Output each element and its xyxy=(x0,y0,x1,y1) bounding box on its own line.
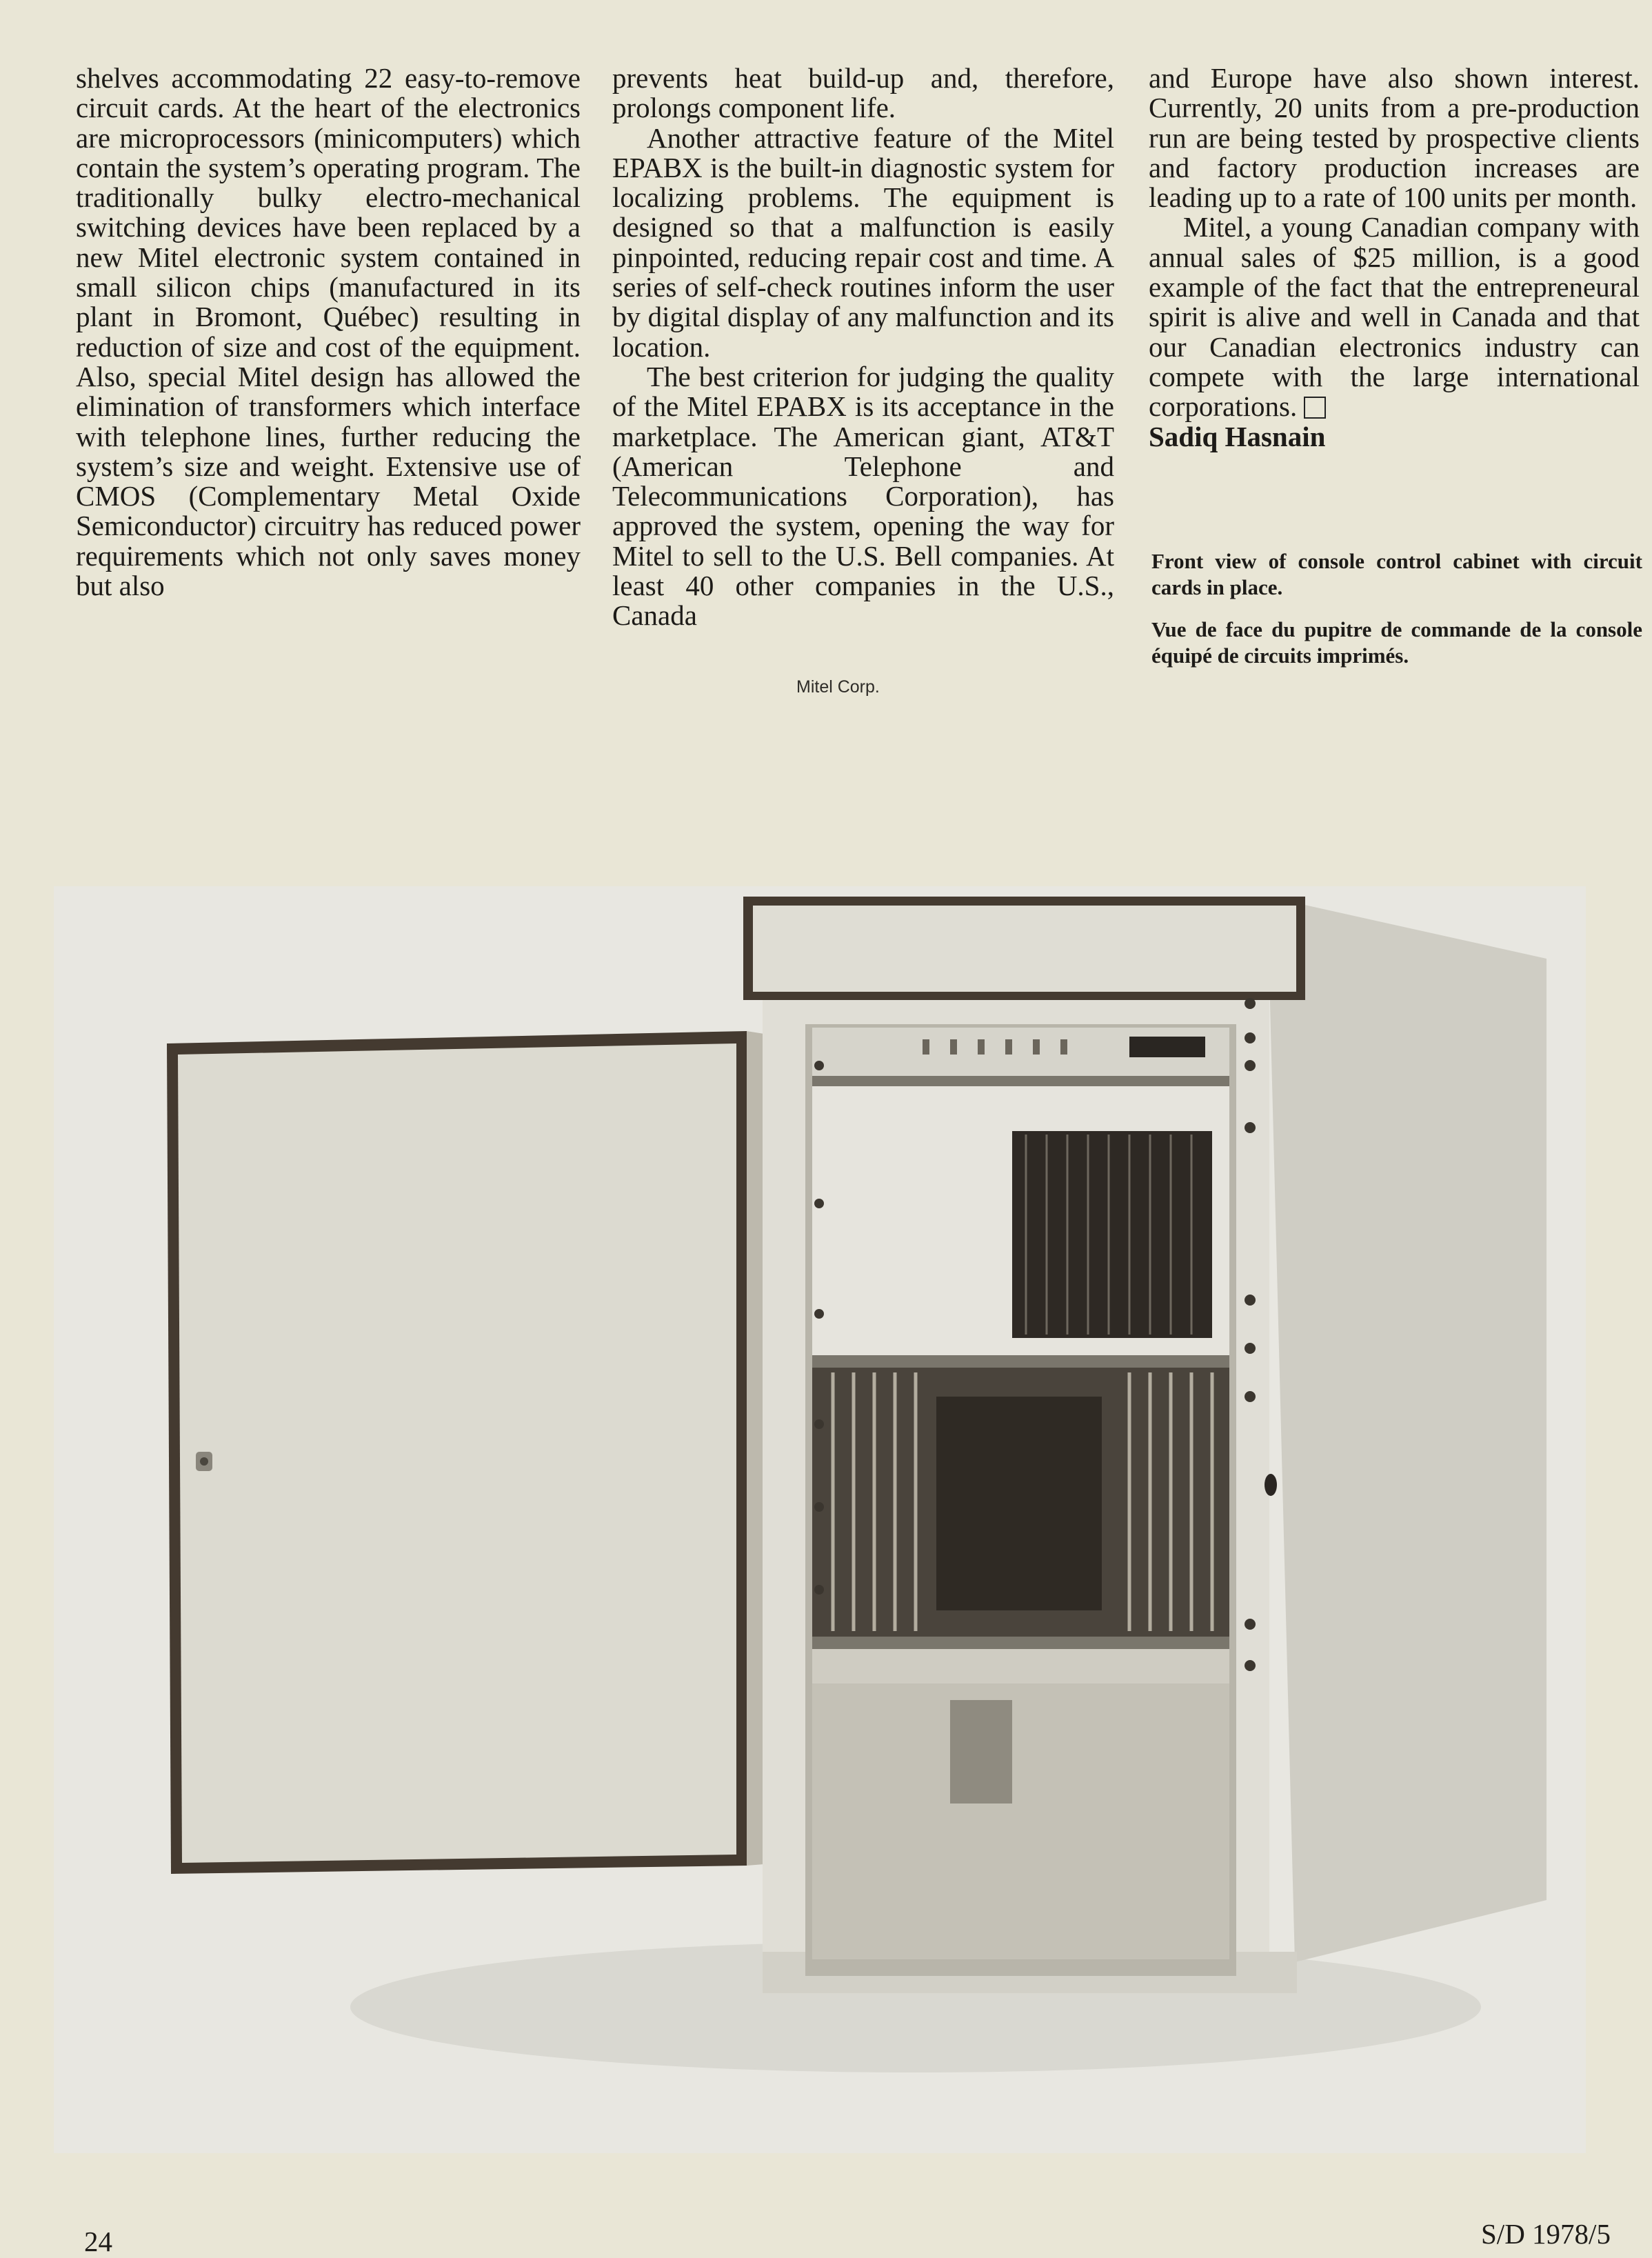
photo-credit: Mitel Corp. xyxy=(796,677,880,697)
digital-display xyxy=(1129,1037,1205,1057)
door-edge xyxy=(747,1031,764,1866)
cabinet-photo xyxy=(54,886,1586,2153)
lower-shelf-connectors xyxy=(812,1649,1229,1683)
end-of-article-square-icon xyxy=(1304,397,1326,419)
col2-paragraph-1: prevents heat build-up and, therefore, prolongs component life. xyxy=(612,62,1114,124)
text-column-3 xyxy=(1149,63,1640,452)
text-column-1 xyxy=(76,63,581,601)
door-panel xyxy=(178,1043,736,1863)
cabinet-side-panel xyxy=(1267,897,1547,1962)
middle-shelf-rail xyxy=(812,1355,1229,1368)
issue-label: S/D 1978/5 xyxy=(1481,2218,1611,2250)
lower-empty-bay xyxy=(812,1683,1229,1959)
col3-paragraph-2 xyxy=(1149,212,1640,421)
author-byline: Sadiq Hasnain xyxy=(1149,420,1326,452)
lower-bay-post xyxy=(950,1700,1012,1804)
lower-shelf-rail xyxy=(812,1637,1229,1649)
cabinet-illustration xyxy=(54,886,1586,2153)
photo-caption-french: Vue de face du pupitre de commande de la console équipé de circuits imprimés. xyxy=(1151,617,1642,668)
col3-paragraph-1: and Europe have also shown interest. Currently, 20 units from a pre-production run are being tested by prospective clients and factory production increases are leading up to a rate of 100 units per month. xyxy=(1149,62,1640,214)
page-number: 24 xyxy=(84,2226,112,2257)
center-circuit-board xyxy=(936,1397,1102,1610)
upper-circuit-cards xyxy=(1012,1131,1212,1338)
upper-shelf-rail xyxy=(812,1076,1229,1086)
cabinet-lock-icon xyxy=(1265,1474,1277,1496)
top-strip-panel xyxy=(753,906,1296,992)
door-lock-icon xyxy=(196,1452,212,1471)
photo-caption-english: Front view of console control cabinet with circuit cards in place. xyxy=(1151,549,1642,599)
text-column-2 xyxy=(612,63,1114,631)
col2-paragraph-3: The best criterion for judging the quality of the Mitel EPABX is its acceptance in the marketplace. The American giant, AT&T (American Telephone and Telecommunications Corporation), has approved the system, opening the way for Mitel to sell to the U.S. Bell companies. At least 40 other companies in the U.S., Canada xyxy=(612,360,1114,632)
col1-paragraph-1: shelves accommodating 22 easy-to-remove circuit cards. At the heart of the electronics are microprocessors (minicomputers) which contain the system’s operating program. The traditionally bulky electro-mechanical switching devices have been replaced by a new Mitel electronic system contained in small silicon chips (manufactured in its plant in Bromont, Québec) resulting in reduction of size and cost of the equipment. Also, special Mitel design has allowed the elimination of transformers which interface with telephone lines, further reducing the system’s size and weight. Extensive use of CMOS (Complementary Metal Oxide Semiconductor) circuitry has reduced power requirements which not only saves money but also xyxy=(76,62,581,602)
col3-paragraph-2-text: Mitel, a young Canadian company with annual sales of $25 million, is a good example of the fact that the entrepreneural spirit is alive and well in Canada and that our Canadian electronics industry can compete with the large international corporations. xyxy=(1149,211,1640,423)
col2-paragraph-2: Another attractive feature of the Mitel EPABX is the built-in diagnostic system for localizing problems. The equipment is designed so that a malfunction is easily pinpointed, reducing repair cost and time. A series of self-check routines inform the user by digital display of any malfunction and its location. xyxy=(612,121,1114,363)
